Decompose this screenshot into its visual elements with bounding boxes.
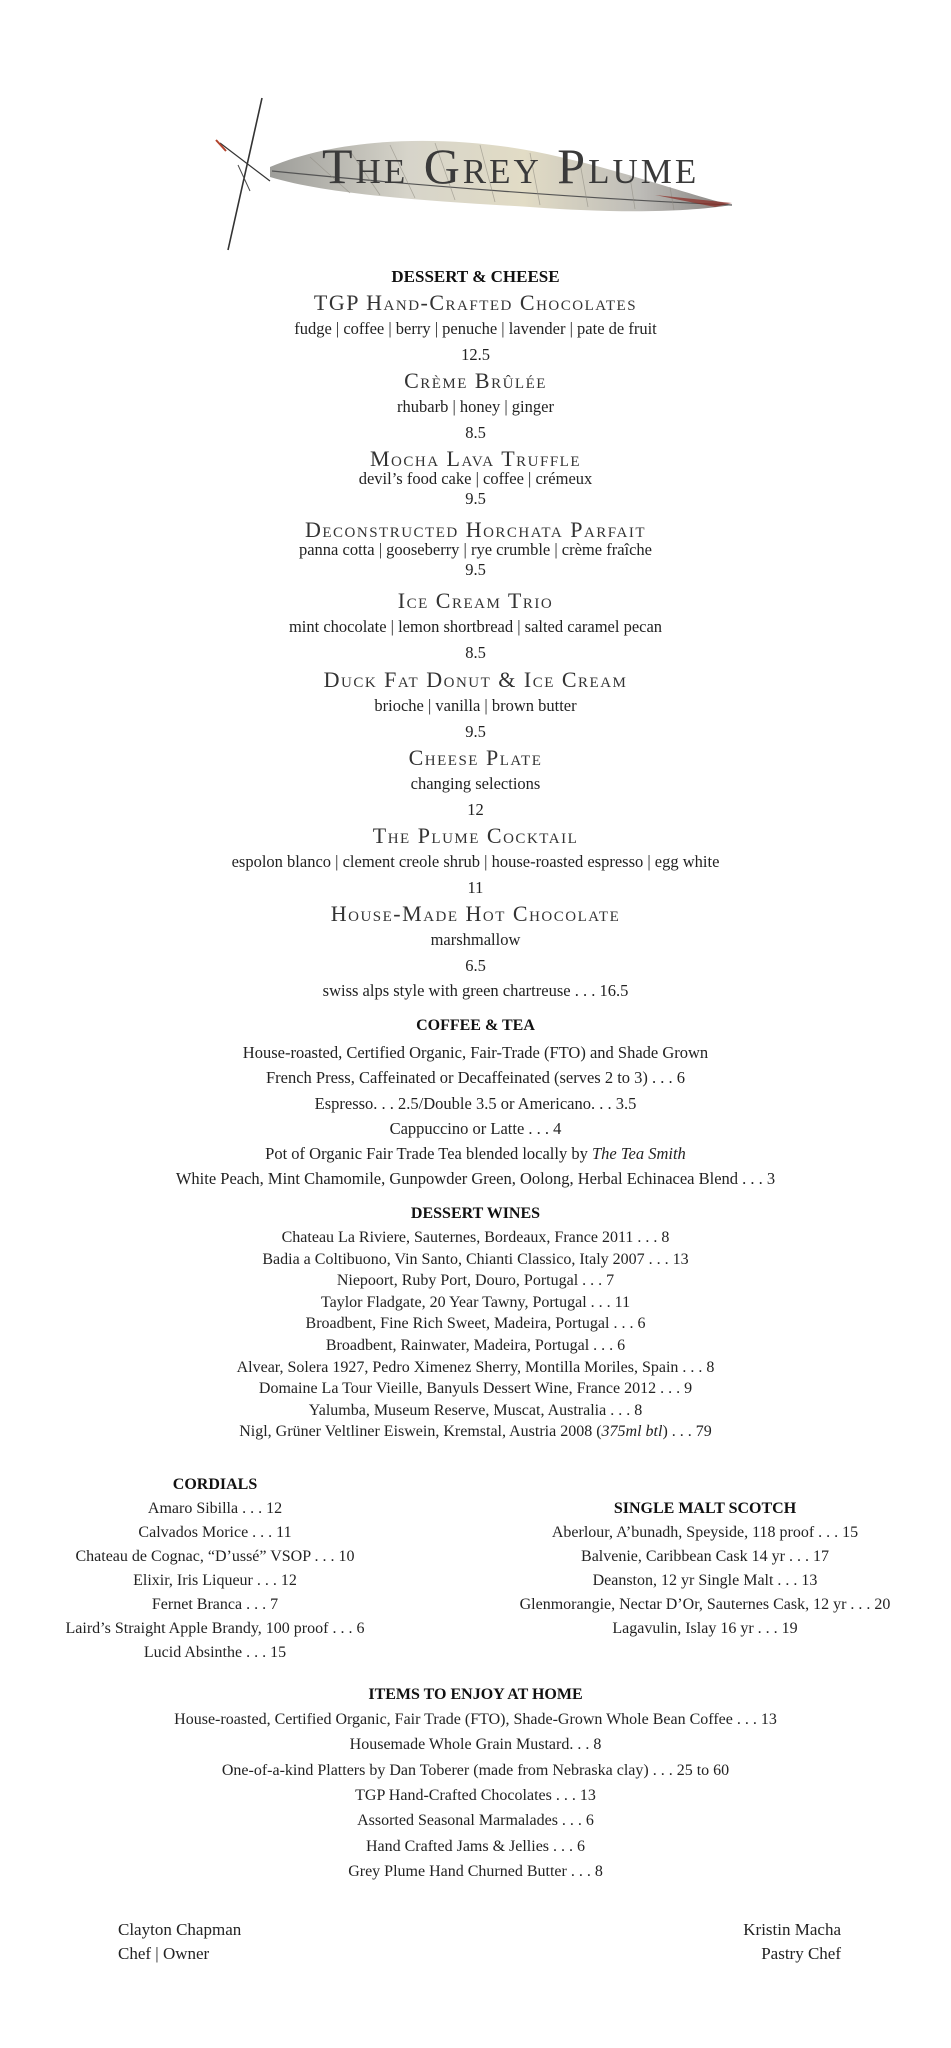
hot-chocolate-variant: swiss alps style with green chartreuse . . . 16.5 <box>322 981 629 1000</box>
scotch-item: Glenmorangie, Nectar D’Or, Sauternes Cask, 12 yr . . . 20 <box>519 1596 891 1613</box>
dessert-item-name: House-Made Hot Chocolate <box>330 901 621 926</box>
home-item: Grey Plume Hand Churned Butter . . . 8 <box>348 1862 603 1880</box>
home-heading: ITEMS TO ENJOY AT HOME <box>368 1686 583 1703</box>
cordial-item: Laird’s Straight Apple Brandy, 100 proof . . . 6 <box>65 1620 365 1637</box>
dessert-item-desc: fudge | coffee | berry | penuche | lavender | pate de fruit <box>294 319 657 338</box>
tea-brand: The Tea Smith <box>591 1144 686 1163</box>
wine-last-prefix: Nigl, Grüner Veltliner Eiswein, Kremstal, Austria 2008 ( <box>239 1423 602 1440</box>
dessert-item-desc: brioche | vanilla | brown butter <box>374 696 577 715</box>
dessert-item-desc: marshmallow <box>430 930 521 949</box>
chef-name: Clayton Chapman <box>118 1920 242 1939</box>
dessert-item-desc: devil’s food cake | coffee | crémeux <box>358 469 593 488</box>
cordial-item: Chateau de Cognac, “D’ussé” VSOP . . . 10 <box>75 1548 355 1565</box>
wine-line-last <box>0 1423 951 1441</box>
wine-line: Broadbent, Fine Rich Sweet, Madeira, Portugal . . . 6 <box>305 1315 646 1333</box>
wine-last-suffix: ) . . . 79 <box>662 1423 712 1440</box>
coffee-line: Espresso. . . 2.5/Double 3.5 or Americano. . . 3.5 <box>314 1094 637 1113</box>
tea-line <box>0 1144 951 1164</box>
dessert-item-name: TGP Hand-Crafted Chocolates <box>313 290 638 315</box>
dessert-item-price: 9.5 <box>465 489 486 508</box>
home-item: Assorted Seasonal Marmalades . . . 6 <box>357 1812 594 1830</box>
dessert-item-name: Duck Fat Donut & Ice Cream <box>323 667 628 692</box>
wine-line: Chateau La Riviere, Sauternes, Bordeaux, France 2011 . . . 8 <box>281 1229 670 1246</box>
cordial-item: Elixir, Iris Liqueur . . . 12 <box>133 1572 297 1589</box>
dessert-item-price: 9.5 <box>465 722 486 741</box>
dessert-heading: DESSERT & CHEESE <box>391 267 560 286</box>
cordial-item: Calvados Morice . . . 11 <box>138 1524 292 1541</box>
scotch-item: Balvenie, Caribbean Cask 14 yr . . . 17 <box>581 1548 829 1565</box>
cordials-column <box>50 1473 380 1665</box>
dessert-item-desc: mint chocolate | lemon shortbread | salted caramel pecan <box>288 617 663 636</box>
dessert-item-name: Crème Brûlée <box>404 368 547 393</box>
tea-prefix: Pot of Organic Fair Trade Tea blended locally by <box>265 1144 592 1163</box>
pastry-chef-role: Pastry Chef <box>761 1944 841 1963</box>
signature-pastry-chef <box>743 1918 841 1966</box>
wine-last-italic: 375ml btl <box>601 1423 663 1440</box>
cordial-item: Fernet Branca . . . 7 <box>151 1596 279 1613</box>
wine-line: Taylor Fladgate, 20 Year Tawny, Portugal . . . 11 <box>320 1293 631 1311</box>
dessert-item-name: Ice Cream Trio <box>397 588 554 613</box>
dessert-item-desc: rhubarb | honey | ginger <box>397 397 554 416</box>
home-item: Hand Crafted Jams & Jellies . . . 6 <box>365 1837 586 1855</box>
wines-heading: DESSERT WINES <box>410 1205 541 1222</box>
home-item: House-roasted, Certified Organic, Fair Trade (FTO), Shade-Grown Whole Bean Coffee . . . 13 <box>174 1711 777 1728</box>
dessert-item-name: Cheese Plate <box>408 745 543 770</box>
dessert-item-desc: changing selections <box>410 774 541 793</box>
cordial-item: Lucid Absinthe . . . 15 <box>143 1644 287 1661</box>
coffee-heading: COFFEE & TEA <box>416 1017 535 1034</box>
restaurant-name: The Grey Plume <box>322 138 700 194</box>
cordials-heading: CORDIALS <box>172 1476 258 1493</box>
dessert-item-price: 12.5 <box>461 345 490 364</box>
dessert-item-name: Deconstructed Horchata Parfait <box>304 517 647 542</box>
wine-line: Domaine La Tour Vieille, Banyuls Dessert Wine, France 2012 . . . 9 <box>258 1380 693 1398</box>
cordial-item: Amaro Sibilla . . . 12 <box>147 1500 283 1517</box>
tea-blends: White Peach, Mint Chamomile, Gunpowder Green, Oolong, Herbal Echinacea Blend . . . 3 <box>175 1169 776 1188</box>
scotch-item: Lagavulin, Islay 16 yr . . . 19 <box>612 1620 798 1637</box>
home-item: Housemade Whole Grain Mustard. . . 8 <box>349 1736 602 1754</box>
scotch-column <box>490 1497 920 1641</box>
dessert-item-name: Mocha Lava Truffle <box>369 446 582 471</box>
dessert-item-price: 8.5 <box>465 423 486 442</box>
dessert-item-price: 9.5 <box>465 560 486 579</box>
wine-line: Broadbent, Rainwater, Madeira, Portugal . . . 6 <box>325 1337 626 1354</box>
dessert-item-price: 11 <box>467 878 484 897</box>
home-item: TGP Hand-Crafted Chocolates . . . 13 <box>355 1786 596 1804</box>
home-item: One-of-a-kind Platters by Dan Toberer (made from Nebraska clay) . . . 25 to 60 <box>221 1761 730 1779</box>
dessert-item-price: 6.5 <box>465 956 486 975</box>
scotch-item: Aberlour, A’bunadh, Speyside, 118 proof . . . 15 <box>551 1524 859 1541</box>
dessert-item-price: 12 <box>467 800 484 819</box>
logo <box>210 95 750 265</box>
scotch-heading: SINGLE MALT SCOTCH <box>613 1500 797 1517</box>
scotch-item: Deanston, 12 yr Single Malt . . . 13 <box>592 1572 818 1589</box>
coffee-line: Cappuccino or Latte . . . 4 <box>389 1119 562 1138</box>
dessert-item-name: The Plume Cocktail <box>372 823 579 848</box>
dessert-item-desc: panna cotta | gooseberry | rye crumble | crème fraîche <box>298 540 653 559</box>
dessert-item-price: 8.5 <box>465 643 486 662</box>
wine-line: Yalumba, Museum Reserve, Muscat, Australia . . . 8 <box>308 1401 643 1419</box>
signature-chef <box>118 1918 241 1966</box>
coffee-line: French Press, Caffeinated or Decaffeinated (serves 2 to 3) . . . 6 <box>265 1068 686 1087</box>
wine-line: Niepoort, Ruby Port, Douro, Portugal . . . 7 <box>336 1272 615 1290</box>
wine-line: Alvear, Solera 1927, Pedro Ximenez Sherry, Montilla Moriles, Spain . . . 8 <box>236 1358 715 1376</box>
chef-role: Chef | Owner <box>118 1944 210 1963</box>
coffee-line: House-roasted, Certified Organic, Fair-Trade (FTO) and Shade Grown <box>242 1043 709 1062</box>
wine-line: Badia a Coltibuono, Vin Santo, Chianti Classico, Italy 2007 . . . 13 <box>262 1250 689 1268</box>
dessert-item-desc: espolon blanco | clement creole shrub | house-roasted espresso | egg white <box>231 852 720 871</box>
pastry-chef-name: Kristin Macha <box>743 1920 841 1939</box>
